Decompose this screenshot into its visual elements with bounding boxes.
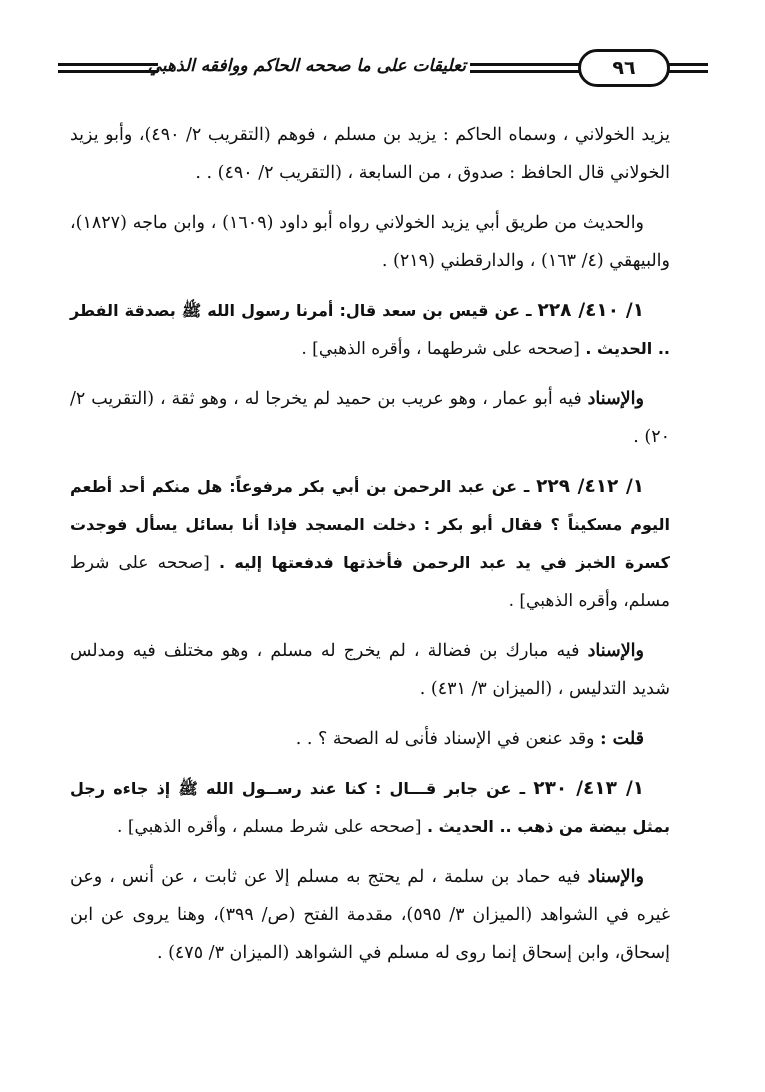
running-title: تعليقات على ما صححه الحاكم ووافقه الذهبي: [147, 56, 466, 76]
commentary-text: فيه أبو عمار ، وهو عريب بن حميد لم يخرجا له ، وهو ثقة ، (التقريب ٢/ ٢٠) .: [70, 389, 670, 447]
commentary-lead: والإسناد: [587, 867, 644, 887]
commentary-lead: قلت :: [600, 729, 644, 749]
commentary-lead: والإسناد: [587, 389, 644, 409]
entry-text: ـ عن قيس بن سعد قال: أمرنا رسول الله ﷺ بصدقة الفطر .. الحديث .: [70, 301, 670, 358]
entry-text: ـ عن جابر قـــال : كنا عند رســول الله ﷺ إذ جاءه رجل بمثل بيضة من ذهب .. الحديث .: [70, 779, 670, 836]
commentary-lead: والإسناد: [587, 641, 644, 661]
commentary-text: فيه مبارك بن فضالة ، لم يخرج له مسلم ، وهو مختلف فيه ومدلس شديد التدليس ، (الميزان ٣/ ٤٣١) .: [70, 641, 670, 699]
paragraph-1: [70, 116, 670, 192]
entry-reference: ١/ ٤١٢/ ٢٢٩: [536, 476, 645, 497]
entry-ruling: [صححه على شرط مسلم، وأقره الذهبي] .: [70, 553, 670, 611]
entry-ruling: [صححه على شرط مسلم ، وأقره الذهبي] .: [117, 817, 422, 837]
hadith-entry-228: [70, 292, 670, 368]
entry-reference: ١/ ٤١٣/ ٢٣٠: [533, 778, 644, 799]
header-rule-mid-top: [470, 63, 580, 66]
entry-text: ـ عن عبد الرحمن بن أبي بكر مرفوعاً: هل منكم أحد أطعم اليوم مسكيناً ؟ فقال أبو بكر : دخلت المسجد فإذا أنا بسائل يسأل فوجدت كسرة الخبز في يد عبد الرحمن فأخذتها فدفعتها إليه .: [70, 477, 670, 572]
header-rule-right-top: [668, 63, 708, 66]
header-rule-left-top: [58, 63, 158, 66]
header-rule-left-bottom: [58, 70, 158, 73]
hadith-entry-229: [70, 468, 670, 620]
page-number: ٩٦: [578, 49, 670, 87]
paragraph-text: يزيد الخولاني ، وسماه الحاكم : يزيد بن مسلم ، فوهم (التقريب ٢/ ٤٩٠)، وأبو يزيد الخولاني قال الحافظ : صدوق ، من السابعة ، (التقريب ٢/ ٤٩٠) . .: [70, 125, 670, 183]
paragraph-2: [70, 204, 670, 280]
header-rule-mid-bottom: [470, 70, 580, 73]
commentary-228: [70, 380, 670, 456]
commentary-229: [70, 632, 670, 708]
commentary-text: وقد عنعن في الإسناد فأنى له الصحة ؟ . .: [295, 729, 595, 749]
entry-ruling: [صححه على شرطهما ، وأقره الذهبي] .: [301, 339, 580, 359]
paragraph-text: والحديث من طريق أبي يزيد الخولاني رواه أبو داود (١٦٠٩) ، وابن ماجه (١٨٢٧)، والبيهقي (٤/ ١٦٣) ، والدارقطني (٢١٩) .: [70, 213, 670, 271]
entry-reference: ١/ ٤١٠/ ٢٢٨: [537, 300, 644, 321]
page-header: [58, 42, 708, 94]
hadith-entry-230: [70, 770, 670, 846]
commentary-229-note: [70, 720, 670, 758]
page-body: [70, 116, 670, 984]
commentary-text: فيه حماد بن سلمة ، لم يحتج به مسلم إلا عن ثابت ، عن أنس ، وعن غيره في الشواهد (الميزان ٣/ ٥٩٥)، مقدمة الفتح (ص/ ٣٩٩)، وهنا يروى عن ابن إسحاق، وابن إسحاق إنما روى له مسلم في الشواهد (الميزان ٣/ ٤٧٥) .: [70, 867, 671, 963]
commentary-230: [70, 858, 670, 972]
header-rule-right-bottom: [668, 70, 708, 73]
